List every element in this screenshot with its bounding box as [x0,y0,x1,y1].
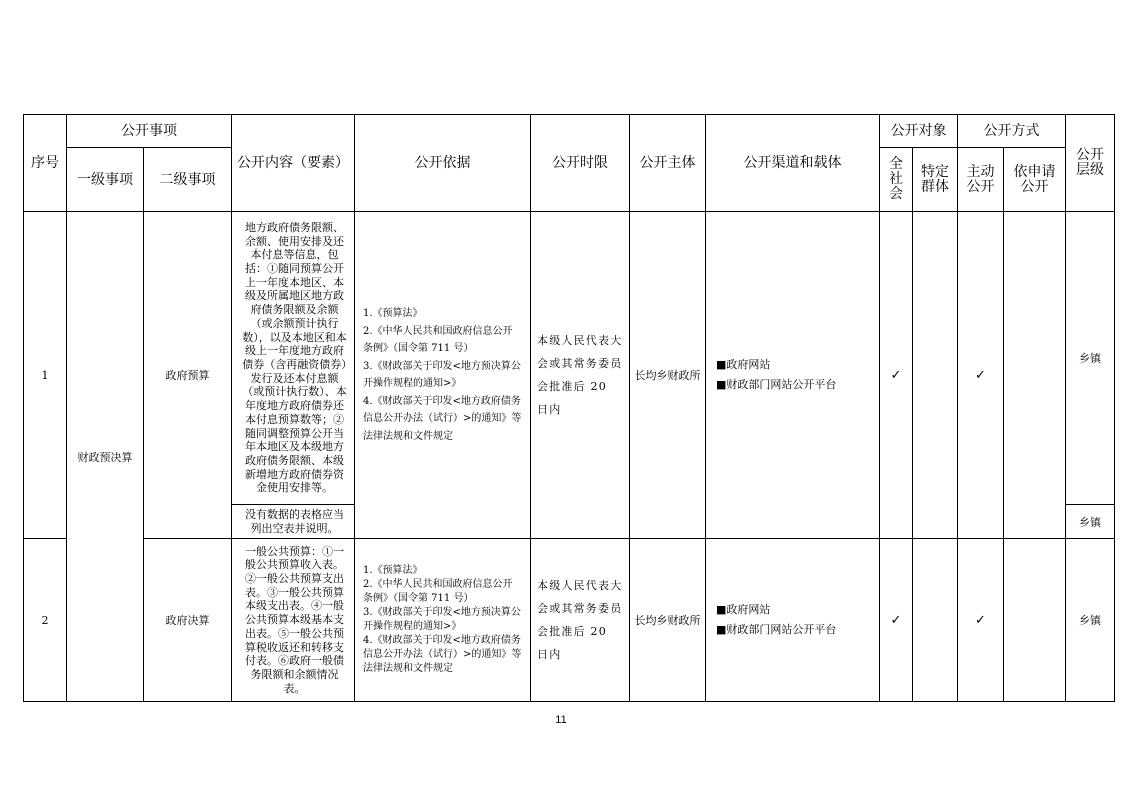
header-basis: 公开依据 [355,115,531,212]
header-target-all-text: 全社会 [889,156,903,202]
header-target-specific [913,148,958,212]
channel-item: ■政府网站 [716,603,771,616]
channel-item: ■财政部门网站公开平台 [716,378,837,391]
row-basis [355,539,531,702]
header-target: 公开对象 [880,115,958,148]
row-target-all: ✓ [880,212,913,539]
row-subject: 长均乡财政所 [630,212,706,539]
header-target-specific-text: 特定群体 [921,163,949,195]
header-level2: 二级事项 [144,148,232,212]
row-method-request [1004,212,1066,539]
header-method-active-text: 主动公开 [966,163,995,195]
basis-item: 3.《财政部关于印发<地方预决算公开操作规程的通知>》 [363,607,521,632]
header-level [1066,115,1115,212]
table-row [24,539,1115,702]
header-level1: 一级事项 [67,148,144,212]
header-time-limit: 公开时限 [531,115,630,212]
basis-item: 2.《中华人民共和国政府信息公开条例》（国令第 711 号） [363,325,513,354]
header-subject: 公开主体 [630,115,706,212]
row-subject: 长均乡财政所 [630,539,706,702]
row-channel [706,212,880,539]
row-method-active: ✓ [958,212,1004,539]
header-content: 公开内容（要素） [232,115,355,212]
row-content-extra: 没有数据的表格应当列出空表并说明。 [232,505,355,539]
header-method: 公开方式 [958,115,1066,148]
row-time-limit: 本级人民代表大会或其常务委员会批准后 20 日内 [531,212,630,539]
row-seq: 1 [24,212,67,539]
header-level-text: 公开层级 [1076,147,1104,178]
row-level: 乡镇 [1066,539,1115,702]
header-method-request [1004,148,1066,212]
row-level2: 政府预算 [144,212,232,539]
basis-item: 4.《财政部关于印发<地方政府债务信息公开办法（试行）>的通知》等法律法规和文件规定 [363,395,522,442]
header-items: 公开事项 [67,115,232,148]
row-target-all: ✓ [880,539,913,702]
row-level2: 政府决算 [144,539,232,702]
disclosure-table [23,114,1115,702]
row-content: 一般公共预算：①一般公共预算收入表。②一般公共预算支出表。③一般公共预算本级支出表。④一般公共预算本级基本支出表。⑤一般公共预算税收返还和转移支付表。⑥政府一般债务限额和余额情况表。 [232,539,355,702]
header-target-all [880,148,913,212]
row-level-extra: 乡镇 [1066,505,1115,539]
row-method-request [1004,539,1066,702]
header-channel: 公开渠道和载体 [706,115,880,212]
basis-item: 1.《预算法》 [363,308,423,319]
header-method-active [958,148,1004,212]
row-level: 乡镇 [1066,212,1115,505]
row-seq: 2 [24,539,67,702]
row-basis [355,212,531,539]
table-row [24,212,1115,505]
row-time-limit: 本级人民代表大会或其常务委员会批准后 20 日内 [531,539,630,702]
header-method-request-text: 依申请公开 [1013,163,1056,195]
page-number: 11 [555,714,567,726]
basis-item: 2.《中华人民共和国政府信息公开条例》（国令第 711 号） [363,579,513,604]
row-target-specific [913,212,958,539]
basis-item: 1.《预算法》 [363,565,423,576]
row-content: 地方政府债务限额、余额、使用安排及还本付息等信息，包括：①随同预算公开上一年度本地区、本级及所属地区地方政府债务限额及余额（或余额预计执行数），以及本地区和本级上一年度地方政府债券（含再融资债券）发行及还本付息额（或预计执行数）、本年度地方政府债券还本付息预算数等；②随同调整预算公开当年本地区及本级地方政府债务限额、本级新增地方政府债券资金使用安排等。 [232,212,355,505]
basis-item: 4.《财政部关于印发<地方政府债务信息公开办法（试行）>的通知》等法律法规和文件规定 [363,635,522,674]
row-channel [706,539,880,702]
row-level1: 财政预决算 [67,212,144,702]
row-method-active: ✓ [958,539,1004,702]
row-target-specific [913,539,958,702]
channel-item: ■政府网站 [716,358,771,371]
header-seq: 序号 [24,115,67,212]
basis-item: 3.《财政部关于印发<地方预决算公开操作规程的通知>》 [363,360,521,389]
channel-item: ■财政部门网站公开平台 [716,623,837,636]
